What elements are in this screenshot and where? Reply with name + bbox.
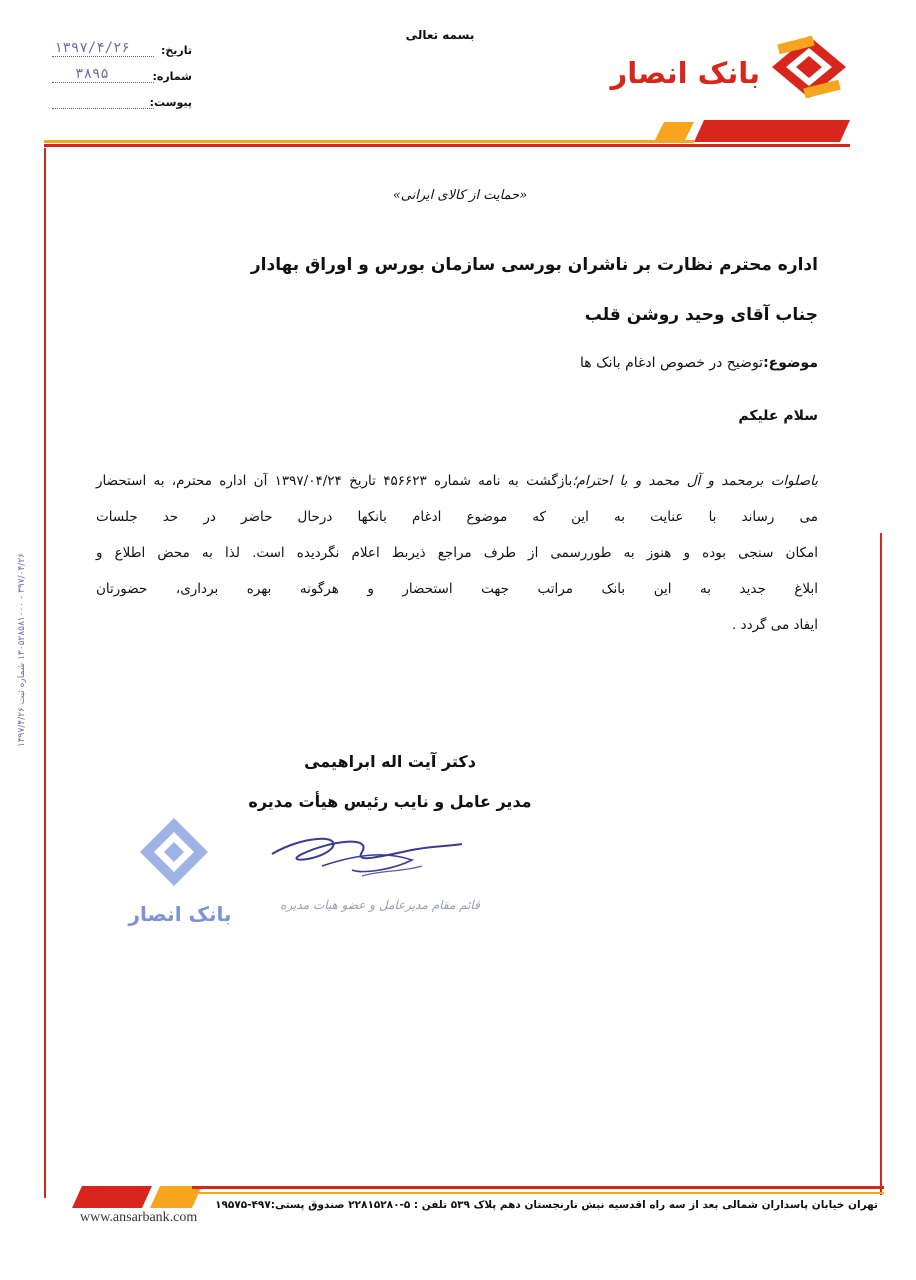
body-line-1: بازگشت به نامه شماره ۴۵۶۶۲۳ تاریخ ۱۳۹۷/۰۴/۲۴ آن اداره محترم، به استحضار [96,473,573,489]
bank-stamp [120,816,250,946]
bismillah: بسمه تعالی [405,28,475,42]
meta-number-label: شماره: [152,70,192,83]
subject-label: موضوع: [763,355,818,371]
addressee-organization: اداره محترم نظارت بر ناشران بورسی سازمان بورس و اوراق بهادار [250,255,818,275]
meta-date-row [32,40,192,66]
meta-attachment-label: پیوست: [149,96,192,109]
stamp-text: بانک انصار [128,902,232,926]
body-line-5: ایفاد می گردد . [731,617,818,633]
meta-number-value: ۳۸۹۵ [75,66,109,82]
meta-date-value: ۱۳۹۷/۴/۲۶ [54,40,130,56]
salutation: باصلوات برمحمد و آل محمد و با احترام؛ [572,473,818,489]
signer-title: مدیر عامل و نایب رئیس هیأت مدیره [248,792,532,811]
stamp-logo-icon [138,816,210,888]
bank-logo [598,28,848,108]
signature-icon [262,826,472,896]
letter-meta [32,40,192,118]
letter-body [96,466,818,646]
addressee-person: جناب آقای وحید روشن قلب [584,305,818,325]
ansar-logo-icon [770,34,848,100]
slogan: «حمایت از کالای ایرانی» [392,188,528,203]
body-line [96,466,818,502]
meta-number-row [32,66,192,92]
body-line-3: امکان سنجی بوده و هنوز به طوررسمی از طرف مراجع ذیربط اعلام نگردیده است. لذا به محض اطلاع و [96,545,818,561]
subject-line [580,355,818,371]
frame-left-line [44,148,46,1198]
signer-name: دکتر آیت اله ابراهیمی [304,752,476,771]
body-line-4: ابلاغ جدید به این بانک مراتب جهت استحضار و هرگونه بهره برداری، حضورتان [96,581,818,597]
meta-dots [52,56,154,57]
meta-attachment-row [32,92,192,118]
logo-text: بانک انصار [610,56,760,90]
margin-note [8,500,36,800]
body-line-2: می رساند با عنایت به این که موضوع ادغام بانکها درحال حاضر در حد جلسات [96,509,818,525]
meta-dots [52,108,154,109]
top-stripes [44,120,850,150]
subject-text: توضیح در خصوص ادغام بانک ها [579,355,764,371]
frame-right-line [880,533,882,1195]
footer-address: تهران خیابان پاسداران شمالی بعد از سه راه اقدسیه نبش نارنجستان دهم پلاک ۵۳۹ تلفن : ۵-۲۲۸۱۵۲۸۰ صندوق پستی:۴۹۷-۱۹۵۷۵ [215,1199,878,1211]
meta-dots [52,82,154,83]
greeting: سلام علیکم [738,408,818,424]
signature-note: قائم مقام مدیرعامل و عضو هیات مدیره [280,898,480,912]
meta-date-label: تاریخ: [160,44,192,57]
margin-note-text: ۳۹۷/۰۴/۲۶ - ۱۳۰۵۲۸۵۸۱۰۰۰ شماره ثبت ۱۳۹۷/۴/۲۶ [17,552,27,748]
website-link[interactable]: www.ansarbank.com [80,1210,198,1225]
